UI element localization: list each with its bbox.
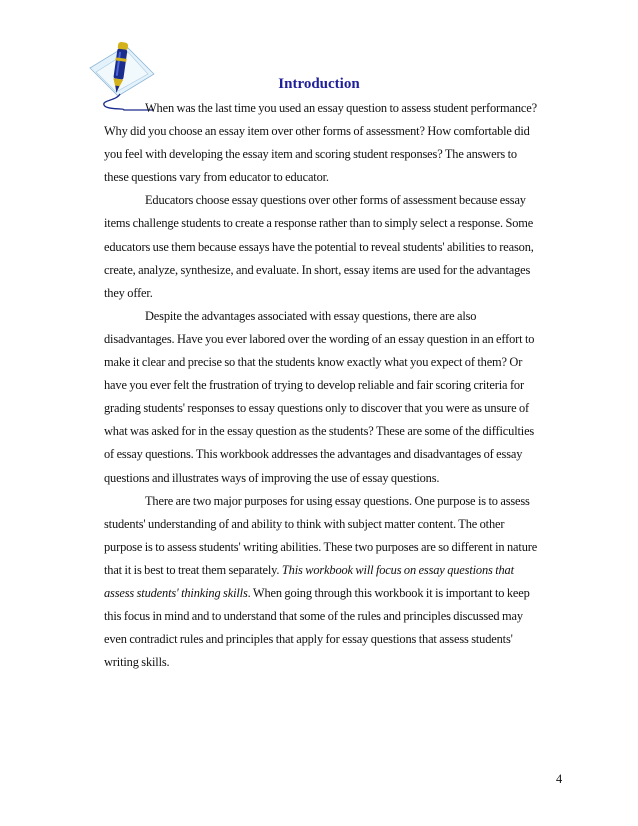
text-line <box>104 397 584 420</box>
page-title: Introduction <box>278 76 360 92</box>
text-segment: that it is best to treat them separately. <box>104 562 282 577</box>
text-segment: educators use them because essays have the potential to reveal students' abilities to reason, <box>104 239 534 254</box>
text-line <box>104 374 584 397</box>
text-segment: of essay questions. This workbook addresses the advantages and disadvantages of essay <box>104 447 523 462</box>
text-segment: Why did you choose an essay item over other forms of assessment? How comfortable did <box>104 124 530 139</box>
text-line <box>104 628 584 651</box>
text-line <box>104 651 584 674</box>
text-line <box>104 236 584 259</box>
text-line <box>104 282 584 305</box>
text-segment: this focus in mind and to understand that some of the rules and principles discussed may <box>104 609 523 624</box>
text-segment: these questions vary from educator to educator. <box>104 170 329 185</box>
text-segment: Educators choose essay questions over other forms of assessment because essay <box>145 193 526 208</box>
text-segment: items challenge students to create a response rather than to simply select a response. Some <box>104 216 534 231</box>
text-line <box>104 328 584 351</box>
text-segment: . When going through this workbook it is important to keep <box>247 585 530 600</box>
text-line <box>104 420 584 443</box>
text-line <box>104 467 584 490</box>
body-text <box>104 97 584 674</box>
text-segment: they offer. <box>104 285 153 300</box>
page-number: 4 <box>556 772 563 786</box>
text-segment: create, analyze, synthesize, and evaluate. In short, essay items are used for the advantages <box>104 262 531 277</box>
text-line <box>104 305 584 328</box>
text-segment: purpose is to assess students' writing abilities. These two purposes are so different in nature <box>104 539 538 554</box>
text-segment: make it clear and precise so that the students know exactly what you expect of them? Or <box>104 355 523 370</box>
text-segment: Despite the advantages associated with essay questions, there are also <box>145 308 477 323</box>
text-line <box>104 582 584 605</box>
text-segment: you feel with developing the essay item and scoring student responses? The answers to <box>104 147 517 162</box>
text-segment: what was asked for in the essay question as the students? These are some of the difficulties <box>104 424 535 439</box>
text-segment: There are two major purposes for using essay questions. One purpose is to assess <box>145 493 530 508</box>
text-line <box>104 605 584 628</box>
text-line <box>104 166 584 189</box>
text-line <box>104 536 584 559</box>
text-segment: students' understanding of and ability to think with subject matter content. The other <box>104 516 505 531</box>
text-line <box>104 189 584 212</box>
text-line <box>104 559 584 582</box>
text-line <box>104 143 584 166</box>
text-line <box>104 120 584 143</box>
text-line <box>104 212 584 235</box>
text-line <box>104 259 584 282</box>
text-line <box>104 443 584 466</box>
text-line <box>104 513 584 536</box>
text-segment: questions and illustrates ways of improving the use of essay questions. <box>104 470 440 485</box>
text-segment: When was the last time you used an essay question to assess student performance? <box>145 101 537 115</box>
text-line <box>104 490 584 513</box>
text-line <box>104 97 584 120</box>
text-segment: grading students' responses to essay questions only to discover that you were as unsure of <box>104 401 529 416</box>
text-segment: disadvantages. Have you ever labored over the wording of an essay question in an effort to <box>104 331 535 346</box>
emphasized-text: assess students' thinking skills <box>104 585 248 600</box>
text-segment: have you ever felt the frustration of trying to develop reliable and fair scoring criteria for <box>104 378 524 393</box>
text-segment: writing skills. <box>104 655 170 670</box>
text-line <box>104 351 584 374</box>
emphasized-text: This workbook will focus on essay questions that <box>281 562 514 577</box>
text-segment: even contradict rules and principles that apply for essay questions that assess students' <box>104 632 513 647</box>
